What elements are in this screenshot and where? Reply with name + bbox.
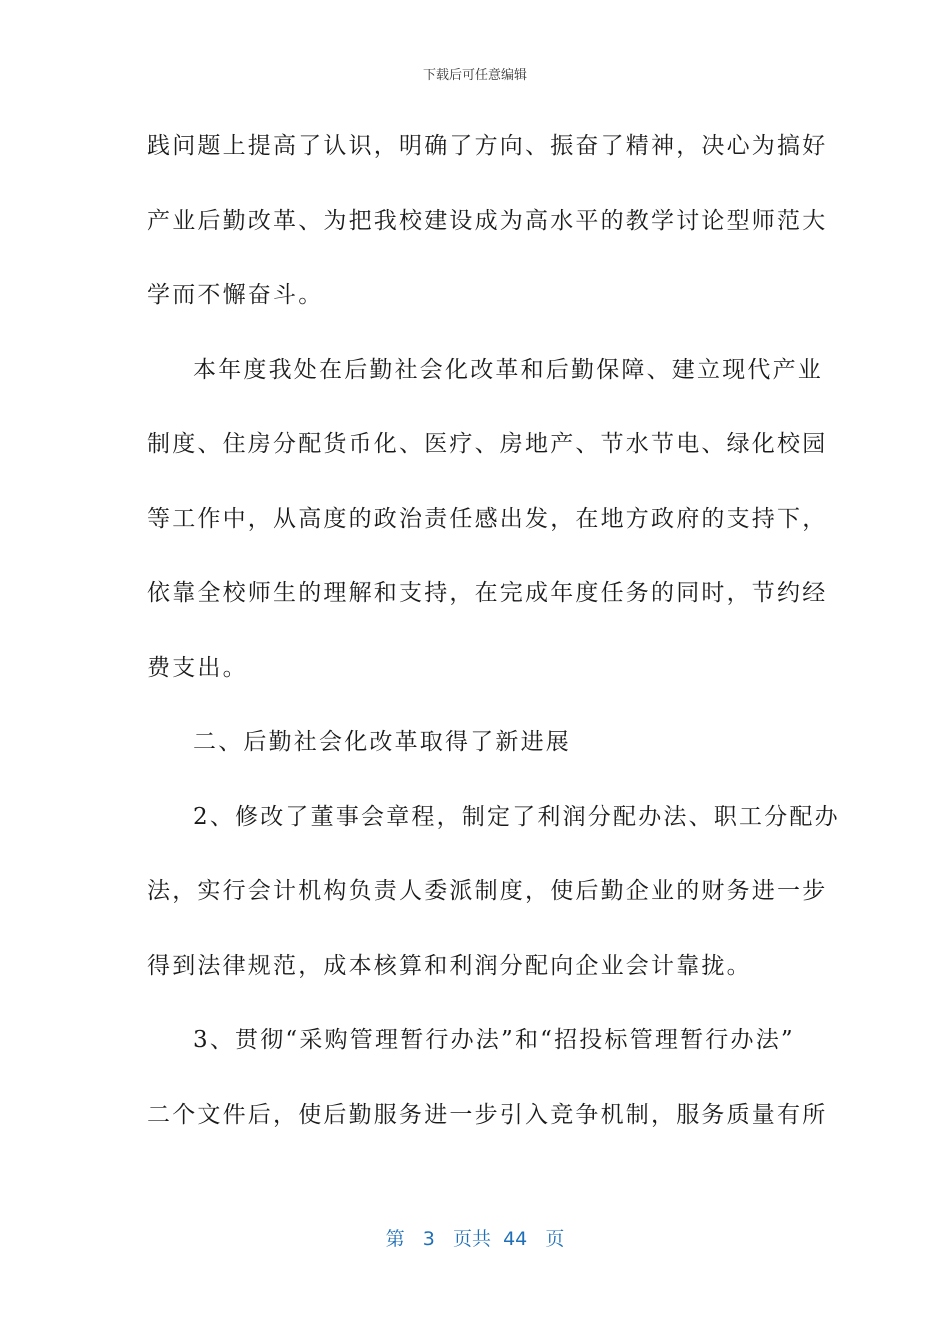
paragraph-start: 本年度我处在后勤社会化改革和后勤保障、建立现代产业 (193, 356, 823, 383)
total-page-count: 44 (503, 1228, 528, 1250)
text-line: 制度、住房分配货币化、医疗、房地产、节水节电、绿化校园 (147, 431, 828, 457)
paragraph-start: 3、贯彻“采购管理暂行办法”和“招投标管理暂行办法” (193, 1027, 795, 1053)
text-line: 法，实行会计机构负责人委派制度，使后勤企业的财务进一步 (147, 878, 828, 904)
page-header: 下载后可任意编辑 (422, 68, 527, 83)
footer-prefix: 第 (385, 1228, 405, 1250)
text-line: 依靠全校师生的理解和支持，在完成年度任务的同时，节约经 (147, 580, 828, 606)
page-footer (0, 1224, 950, 1251)
text-line: 得到法律规范，成本核算和利润分配向企业会计靠拢。 (147, 952, 752, 979)
paragraph-start: 2、修改了董事会章程，制定了利润分配办法、职工分配办 (193, 803, 840, 830)
text-line: 学而不懈奋斗。 (147, 282, 324, 308)
section-heading: 二、后勤社会化改革取得了新进展 (193, 729, 571, 755)
footer-suffix: 页 (545, 1228, 565, 1250)
text-line: 费支出。 (147, 654, 248, 681)
text-line: 产业后勤改革、为把我校建设成为高水平的教学讨论型师范大 (147, 207, 828, 234)
text-line: 等工作中，从高度的政治责任感出发，在地方政府的支持下， (147, 505, 828, 532)
current-page-number: 3 (422, 1228, 435, 1250)
text-line: 二个文件后，使后勤服务进一步引入竞争机制，服务质量有所 (147, 1101, 828, 1128)
document-body (147, 120, 840, 1163)
text-line: 践问题上提高了认识，明确了方向、振奋了精神，决心为搞好 (147, 133, 828, 159)
footer-middle: 页共 (452, 1228, 491, 1250)
